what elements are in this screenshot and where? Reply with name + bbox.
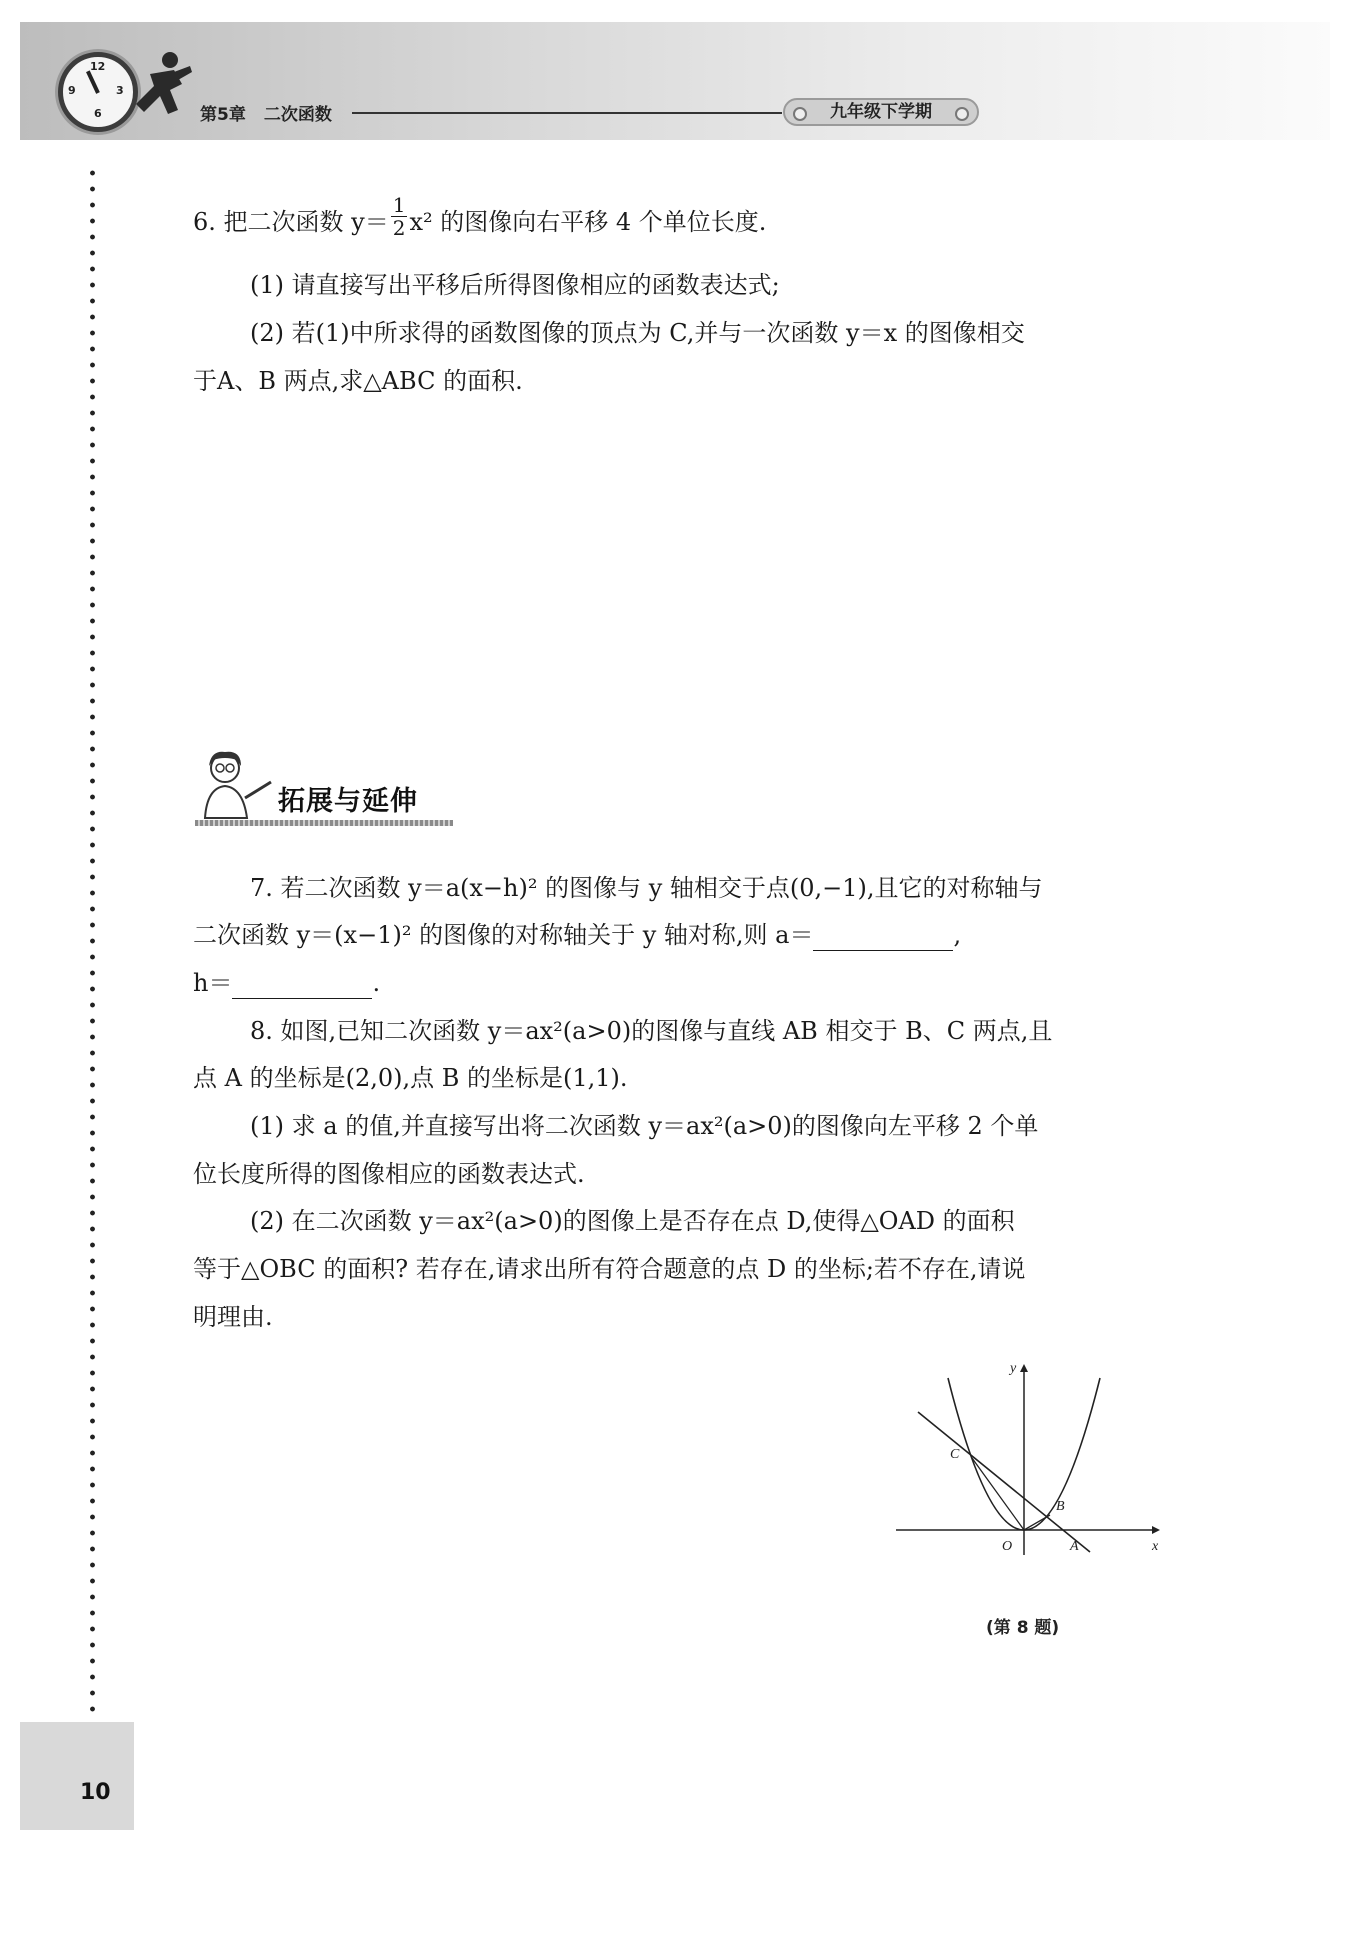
- q8-part2-line3: 明理由.: [193, 1303, 273, 1331]
- teacher-icon: [195, 748, 275, 824]
- q8-part1-line2: 位长度所得的图像相应的函数表达式.: [193, 1160, 585, 1188]
- q6-line1: [193, 193, 1178, 240]
- label-x: x: [1152, 1539, 1159, 1554]
- label-a: A: [1070, 1539, 1079, 1554]
- q6-part2-line2: 于A、B 两点,求△ABC 的面积.: [193, 367, 523, 395]
- fraction-numerator: 1: [392, 193, 406, 217]
- q6-part2-line1: (2) 若(1)中所求得的函数图像的顶点为 C,并与一次函数 y＝x 的图像相交: [250, 319, 1025, 347]
- q8-figure: [890, 1360, 1180, 1560]
- section-rule: [195, 820, 453, 826]
- figure-caption: (第 8 题): [986, 1618, 1060, 1638]
- q7-line2-end: ,: [953, 921, 962, 949]
- segment-oc: [972, 1458, 1024, 1530]
- section-title: 拓展与延伸: [278, 786, 418, 817]
- q8-part2-line1: (2) 在二次函数 y＝ax²(a>0)的图像上是否存在点 D,使得△OAD 的面积: [250, 1207, 1015, 1235]
- page-number-tab: [20, 1722, 134, 1830]
- q6-text-end: x² 的图像向右平移 4 个单位长度.: [409, 208, 767, 236]
- q8-part1-line1: (1) 求 a 的值,并直接写出将二次函数 y＝ax²(a>0)的图像向左平移 2 个单: [250, 1112, 1039, 1140]
- q8-line2: 点 A 的坐标是(2,0),点 B 的坐标是(1,1).: [193, 1064, 628, 1092]
- line-ab: [918, 1412, 1090, 1552]
- fraction-one-half: [391, 194, 408, 239]
- label-o: O: [1002, 1539, 1013, 1554]
- q7-line3-end: .: [372, 969, 381, 997]
- q8-part2-line2: 等于△OBC 的面积? 若存在,请求出所有符合题意的点 D 的坐标;若不存在,请说: [193, 1255, 1026, 1283]
- q7-line3: [193, 968, 1178, 999]
- chapter-number: 第5章: [200, 105, 246, 125]
- q7-line2-text: 二次函数 y＝(x−1)² 的图像的对称轴关于 y 轴对称,则 a＝: [193, 921, 814, 949]
- y-axis-arrow: [1020, 1364, 1028, 1372]
- chapter-title: 二次函数: [263, 105, 332, 125]
- page-number: 10: [80, 1780, 111, 1805]
- fraction-denominator: 2: [392, 216, 406, 240]
- grade-badge: 九年级下学期: [783, 98, 979, 126]
- segment-ob: [1024, 1515, 1050, 1530]
- q7-line1: 7. 若二次函数 y＝a(x−h)² 的图像与 y 轴相交于点(0,−1),且它的对称轴与: [250, 874, 1043, 902]
- q6-part1: (1) 请直接写出平移后所得图像相应的函数表达式;: [250, 271, 780, 299]
- answer-blank-h: [232, 968, 372, 999]
- q7-line2: [193, 920, 1178, 951]
- x-axis-arrow: [1152, 1526, 1160, 1534]
- label-b: B: [1056, 1499, 1065, 1514]
- q7-line3-text: h＝: [193, 969, 233, 997]
- clock-icon: 12 3 6 9: [58, 52, 138, 132]
- answer-blank-a: [813, 920, 953, 951]
- q8-line1: 8. 如图,已知二次函数 y＝ax²(a>0)的图像与直线 AB 相交于 B、C 两点,且: [250, 1017, 1053, 1045]
- dotted-margin-line: [90, 165, 95, 1715]
- header-rule: [352, 112, 782, 114]
- chapter-heading: [200, 100, 350, 125]
- q6-text-start: 6. 把二次函数 y＝: [193, 208, 389, 236]
- runner-icon: [130, 50, 192, 128]
- label-c: C: [950, 1447, 960, 1462]
- label-y: y: [1010, 1361, 1017, 1376]
